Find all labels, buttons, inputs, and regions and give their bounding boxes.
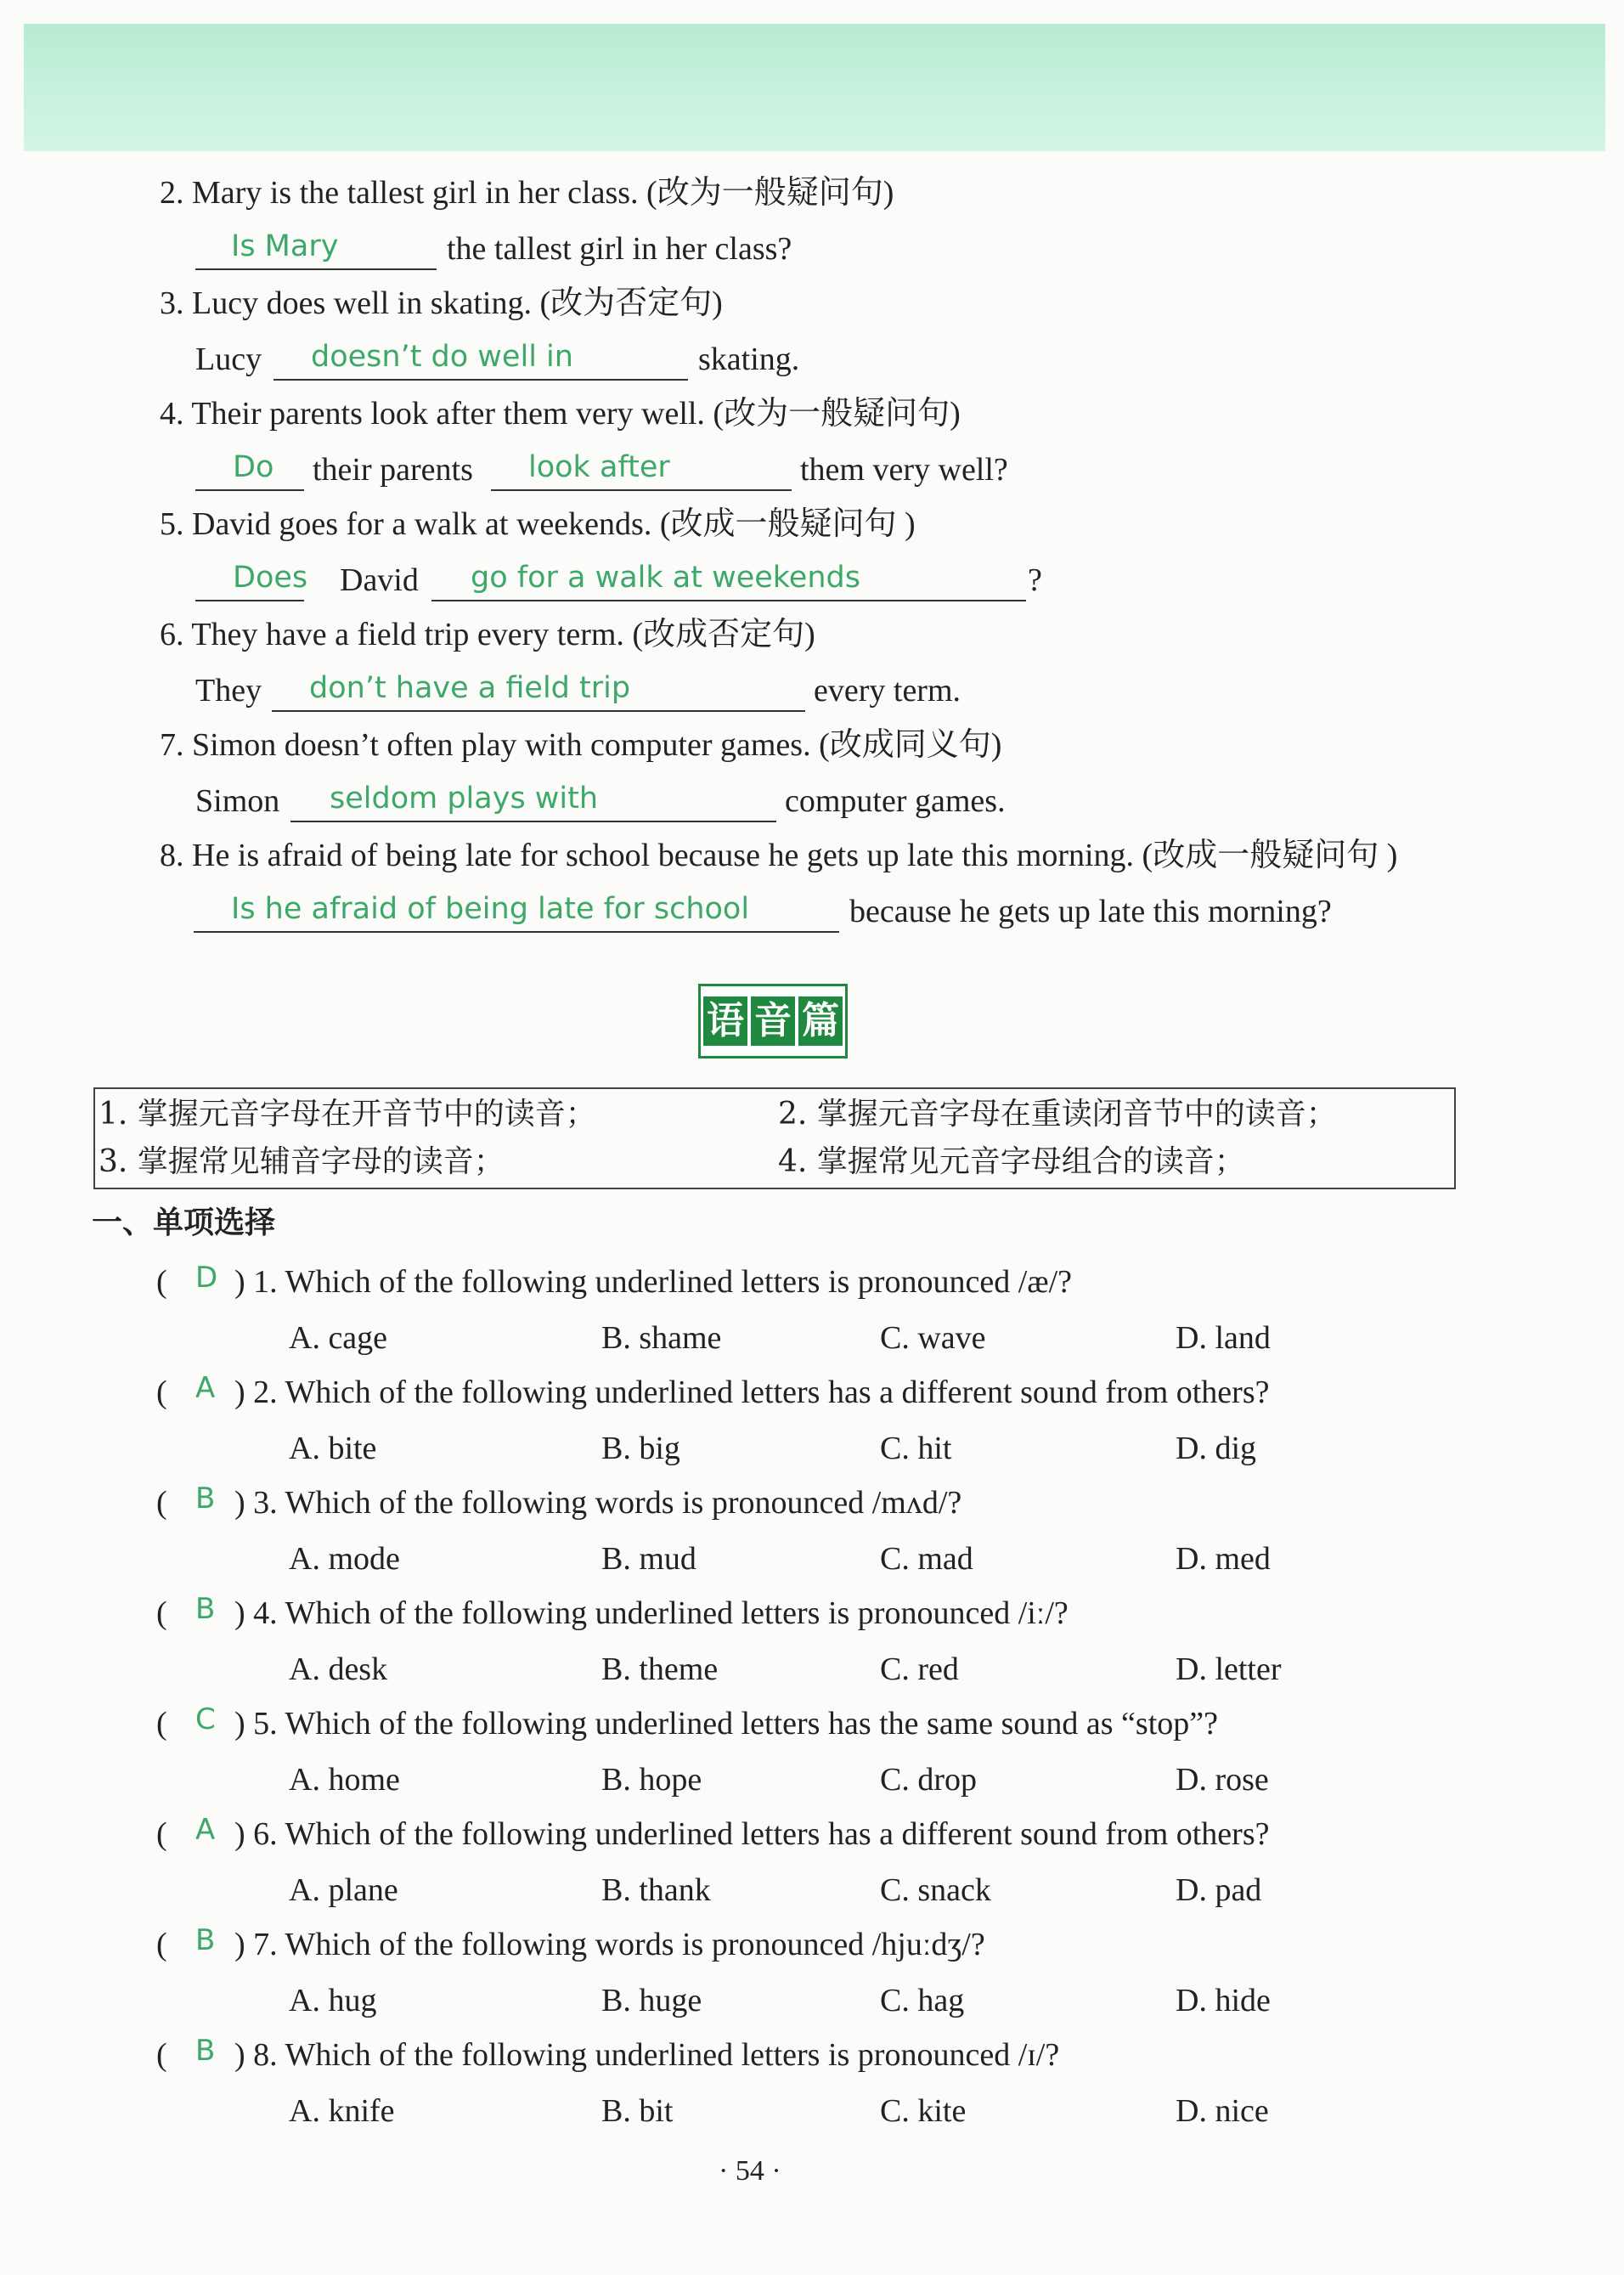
option-c[interactable]: C. hit bbox=[880, 1431, 952, 1466]
section-title-char: 音 bbox=[751, 996, 795, 1046]
sentence-post: skating. bbox=[698, 342, 800, 377]
section-title-char: 语 bbox=[703, 996, 747, 1046]
answer-paren: ( bbox=[156, 2037, 167, 2073]
question-answer[interactable]: A bbox=[195, 1371, 216, 1405]
answer-text: don’t have a field trip bbox=[309, 671, 631, 705]
option-a[interactable]: A. desk bbox=[289, 1651, 388, 1687]
answer-paren: ( bbox=[156, 1816, 167, 1852]
option-b[interactable]: B. big bbox=[601, 1431, 680, 1466]
option-d[interactable]: D. hide bbox=[1176, 1983, 1271, 2018]
goal-item: 1. 掌握元音字母在开音节中的读音； bbox=[99, 1097, 596, 1132]
question-text: ) 3. Which of the following words is pronounced /mʌd/? bbox=[234, 1485, 962, 1521]
question-text: ) 2. Which of the following underlined letters has a different sound from others? bbox=[234, 1375, 1270, 1410]
sentence-post: ? bbox=[1028, 562, 1042, 598]
option-d[interactable]: D. med bbox=[1176, 1541, 1271, 1577]
answer-text: Is he afraid of being late for school bbox=[231, 892, 750, 926]
option-b[interactable]: B. hope bbox=[601, 1762, 702, 1798]
learning-goals-box bbox=[93, 1087, 1456, 1189]
option-d[interactable]: D. pad bbox=[1176, 1872, 1262, 1908]
question-text: ) 6. Which of the following underlined letters has a different sound from others? bbox=[234, 1816, 1270, 1852]
option-a[interactable]: A. home bbox=[289, 1762, 400, 1798]
option-a[interactable]: A. plane bbox=[289, 1872, 398, 1908]
answer-text: Is Mary bbox=[231, 229, 339, 263]
sentence-pre: Simon bbox=[195, 783, 280, 819]
sentence-post: because he gets up late this morning? bbox=[849, 894, 1332, 929]
answer-text: Do bbox=[233, 450, 274, 484]
question-answer[interactable]: B bbox=[195, 2034, 216, 2068]
answer-text: doesn’t do well in bbox=[311, 340, 573, 374]
option-b[interactable]: B. theme bbox=[601, 1651, 719, 1687]
header-band bbox=[24, 24, 1605, 151]
rewrite-instruction: 8. He is afraid of being late for school because he gets up late this morning. (改成一般疑问句 ) bbox=[160, 838, 1398, 873]
option-c[interactable]: C. kite bbox=[880, 2093, 967, 2129]
sentence-mid: their parents bbox=[313, 452, 473, 488]
goal-item: 2. 掌握元音字母在重读闭音节中的读音； bbox=[778, 1097, 1337, 1132]
question-answer[interactable]: B bbox=[195, 1482, 216, 1516]
option-b[interactable]: B. mud bbox=[601, 1541, 696, 1577]
goal-item: 4. 掌握常见元音字母组合的读音； bbox=[778, 1144, 1245, 1179]
answer-paren: ( bbox=[156, 1927, 167, 1962]
section-title bbox=[698, 984, 848, 1058]
question-answer[interactable]: B bbox=[195, 1923, 216, 1957]
question-text: ) 1. Which of the following underlined letters is pronounced /æ/? bbox=[234, 1264, 1073, 1300]
sentence-post: computer games. bbox=[785, 783, 1006, 819]
option-a[interactable]: A. mode bbox=[289, 1541, 400, 1577]
option-b[interactable]: B. bit bbox=[601, 2093, 674, 2129]
rewrite-instruction: 6. They have a field trip every term. (改成否定句) bbox=[160, 617, 815, 652]
answer-text: go for a walk at weekends bbox=[471, 561, 860, 595]
rewrite-instruction: 5. David goes for a walk at weekends. (改成一般疑问句 ) bbox=[160, 506, 916, 542]
option-d[interactable]: D. land bbox=[1176, 1320, 1271, 1356]
option-a[interactable]: A. knife bbox=[289, 2093, 395, 2129]
rewrite-instruction: 7. Simon doesn’t often play with computer games. (改成同义句) bbox=[160, 727, 1002, 763]
option-c[interactable]: C. red bbox=[880, 1651, 959, 1687]
option-c[interactable]: C. wave bbox=[880, 1320, 986, 1356]
sentence-pre: Lucy bbox=[195, 342, 262, 377]
option-b[interactable]: B. thank bbox=[601, 1872, 711, 1908]
question-answer[interactable]: B bbox=[195, 1592, 216, 1626]
option-d[interactable]: D. dig bbox=[1176, 1431, 1256, 1466]
rewrite-instruction: 3. Lucy does well in skating. (改为否定句) bbox=[160, 285, 723, 321]
option-d[interactable]: D. letter bbox=[1176, 1651, 1282, 1687]
question-answer[interactable]: C bbox=[195, 1702, 216, 1736]
option-b[interactable]: B. shame bbox=[601, 1320, 722, 1356]
question-text: ) 4. Which of the following underlined letters is pronounced /iː/? bbox=[234, 1595, 1069, 1631]
rewrite-instruction: 2. Mary is the tallest girl in her class. (改为一般疑问句) bbox=[160, 175, 894, 211]
question-text: ) 8. Which of the following underlined letters is pronounced /ɪ/? bbox=[234, 2037, 1060, 2073]
option-d[interactable]: D. nice bbox=[1176, 2093, 1269, 2129]
option-c[interactable]: C. drop bbox=[880, 1762, 977, 1798]
page-number: · 54 · bbox=[719, 2155, 781, 2187]
question-text: ) 7. Which of the following words is pronounced /hjuːdʒ/? bbox=[234, 1927, 985, 1962]
sentence-pre: They bbox=[195, 673, 262, 708]
answer-paren: ( bbox=[156, 1264, 167, 1300]
option-d[interactable]: D. rose bbox=[1176, 1762, 1269, 1798]
sentence-post: the tallest girl in her class? bbox=[447, 231, 792, 267]
option-a[interactable]: A. hug bbox=[289, 1983, 377, 2018]
answer-text: Does bbox=[233, 561, 308, 595]
option-c[interactable]: C. hag bbox=[880, 1983, 965, 2018]
rewrite-instruction: 4. Their parents look after them very well. (改为一般疑问句) bbox=[160, 396, 961, 432]
answer-paren: ( bbox=[156, 1706, 167, 1742]
answer-paren: ( bbox=[156, 1375, 167, 1410]
answer-paren: ( bbox=[156, 1485, 167, 1521]
sentence-post: every term. bbox=[814, 673, 961, 708]
section-title-char: 篇 bbox=[798, 996, 843, 1046]
part-heading: 一、单项选择 bbox=[92, 1205, 276, 1240]
option-c[interactable]: C. snack bbox=[880, 1872, 991, 1908]
question-answer[interactable]: D bbox=[195, 1261, 218, 1295]
sentence-post: them very well? bbox=[800, 452, 1008, 488]
option-a[interactable]: A. cage bbox=[289, 1320, 388, 1356]
question-text: ) 5. Which of the following underlined letters has the same sound as “stop”? bbox=[234, 1706, 1218, 1742]
answer-text: seldom plays with bbox=[330, 782, 599, 816]
sentence-mid: David bbox=[340, 562, 419, 598]
answer-paren: ( bbox=[156, 1595, 167, 1631]
option-a[interactable]: A. bite bbox=[289, 1431, 377, 1466]
answer-text: look after bbox=[528, 450, 670, 484]
option-c[interactable]: C. mad bbox=[880, 1541, 973, 1577]
option-b[interactable]: B. huge bbox=[601, 1983, 702, 2018]
question-answer[interactable]: A bbox=[195, 1813, 216, 1847]
goal-item: 3. 掌握常见辅音字母的读音； bbox=[99, 1144, 505, 1179]
